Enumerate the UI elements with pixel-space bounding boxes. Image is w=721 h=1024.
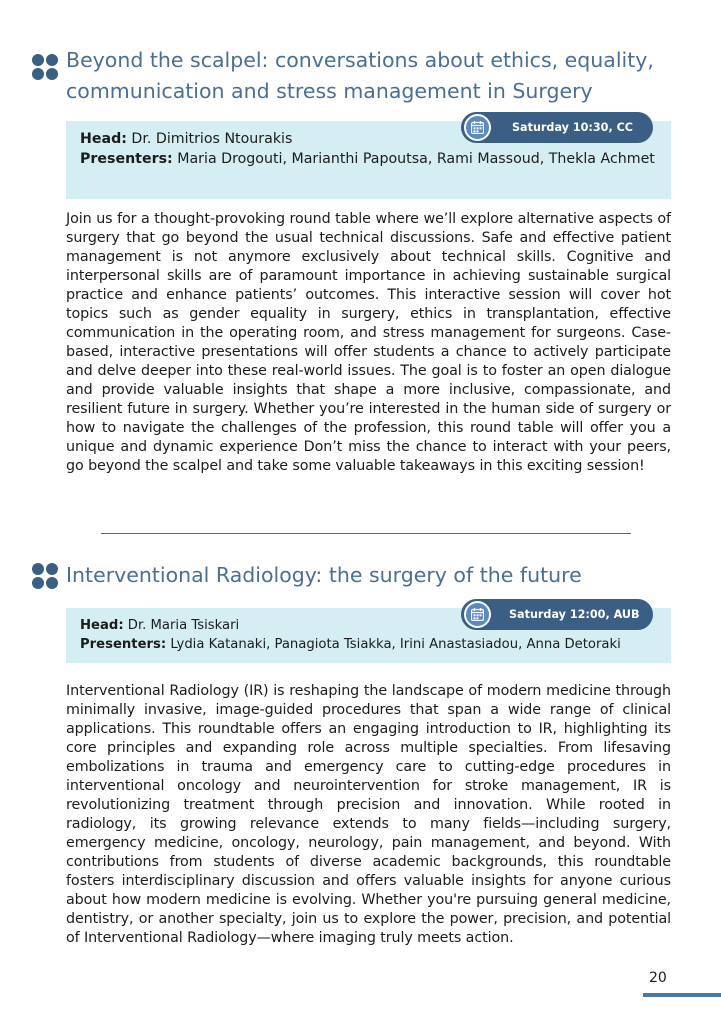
page-number-bar: [643, 993, 721, 997]
section-title: Interventional Radiology: the surgery of the future: [66, 563, 582, 587]
section-divider: [101, 533, 631, 534]
session-description: Interventional Radiology (IR) is reshaping the landscape of modern medicine through minimally invasive, image-guided procedures that span a wide range of clinical applications. This roundtable offers an engaging introduction to IR, highlighting its core principles and expanding role across multiple specialties. From lifesaving embolizations in trauma and emergency care to cutting-edge procedures in interventional oncology and neurointervention for stroke management, IR is revolutionizing treatment through precision and innovation. While rooted in radiology, its growing relevance extends to many fields—including surgery, emergency medicine, oncology, neurology, pain management, and beyond. With contributions from students of diverse academic backgrounds, this roundtable fosters interdisciplinary discussion and offers valuable insights for anyone curious about how modern medicine is evolving. Whether you're pursuing general medicine, dentistry, or another specialty, join us to explore the power, precision, and potential of Interventional Radiology—where imaging truly meets action.: [66, 683, 671, 946]
presenters-line: [80, 149, 657, 169]
four-dots-icon: [32, 54, 58, 80]
schedule-badge: [461, 599, 653, 630]
head-label: Head:: [80, 618, 124, 633]
section-title: Beyond the scalpel: conversations about ethics, equality, communication and stress management in Surgery: [66, 48, 654, 103]
calendar-icon: [464, 114, 491, 141]
four-dots-icon: [32, 563, 58, 589]
schedule-text: Saturday 10:30, CC: [512, 121, 634, 134]
head-name: Dr. Dimitrios Ntourakis: [131, 131, 293, 147]
schedule-text: Saturday 12:00, AUB: [509, 608, 640, 621]
session-description: Join us for a thought-provoking round table where we’ll explore alternative aspects of surgery that go beyond the usual technical discussions. Safe and effective patient management is not anymore exclusively about technical skills. Cognitive and interpersonal skills are of paramount importance in achieving sustainable surgical practice and enhance patients’ outcomes. This interactive session will cover hot topics such as gender equality in surgery, ethics in transplantation, effective communication in the operating room, and stress management for surgeons. Case-based, interactive presentations will offer students a chance to actively participate and delve deeper into these real-world issues. The goal is to foster an open dialogue and provide valuable insights that shape a more inclusive, compassionate, and resilient future in surgery. Whether you’re interested in the human side of surgery or how to navigate the challenges of the profession, this round table will offer you a unique and dynamic experience Don’t miss the chance to interact with your peers, go beyond the scalpel and take some valuable takeaways in this exciting session!: [66, 211, 671, 474]
schedule-badge: [461, 112, 653, 143]
presenters-label: Presenters:: [80, 151, 173, 167]
presenters-names: Maria Drogouti, Marianthi Papoutsa, Rami Massoud, Thekla Achmet: [177, 151, 655, 167]
presenters-label: Presenters:: [80, 637, 167, 652]
head-label: Head:: [80, 131, 127, 147]
page-number: 20: [649, 970, 667, 986]
calendar-icon: [464, 601, 491, 628]
presenters-line: [80, 635, 657, 654]
presenters-names: Lydia Katanaki, Panagiota Tsiakka, Irini Anastasiadou, Anna Detoraki: [170, 637, 621, 652]
head-name: Dr. Maria Tsiskari: [127, 618, 240, 633]
